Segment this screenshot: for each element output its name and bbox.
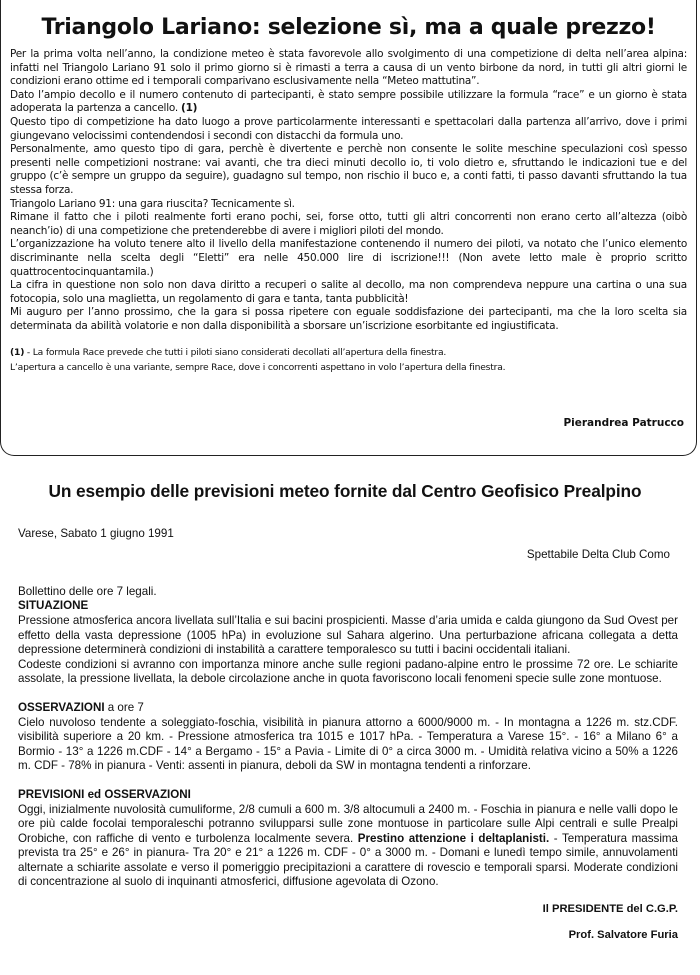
previsioni-paragraph (18, 803, 678, 891)
footnote-text-1: - La formula Race prevede che tutti i piloti siano considerati decollati all’apertura della finestra. (24, 347, 447, 359)
footnotes (10, 345, 687, 375)
footnote-line-2: L’apertura a cancello è una variante, sempre Race, dove i concorrenti aspettano in volo l’apertura della finestra. (10, 362, 506, 374)
previsioni-text-b: - Temperatura massima prevista tra 25° e 26° in pianura- Tra 20° e 21° a 1226 m. CDF - 0° a 3000 m. - Domani e lunedì tempo simile, annuvolamenti alternate a schiarite assolate e verso il pomeriggio precipitazioni a carattere di rovescio e temporali sparsi. Moderate condizioni di concentrazione al suolo di inquinanti atmosferici, diffusione agevolata di Ozono. (18, 831, 678, 889)
situazione-paragraph-2: Codeste condizioni si avranno con importanza minore anche sulle regioni padano-alpine entro le prossime 72 ore. Le schiarite assolate, la pressione livellata, la debole circolazione anche in quota favoriscono locali fenomeni specie sulle zone montuose. (18, 657, 678, 686)
article-paragraph-6: Rimane il fatto che i piloti realmente forti erano pochi, sei, forse otto, tutti gli altri concorrenti non erano certo all’altezza (oibò neanch’io) di una competizione che pretenderebbe di avere i migliori piloti del mondo. (10, 211, 687, 237)
article-author: Pierandrea Patrucco (563, 417, 684, 429)
situazione-paragraph-1: Pressione atmosferica ancora livellata sull’Italia e sui bacini prospicienti. Masse d’aria umida e calda giungono da Sud Ovest per effetto della vasta depressione (1005 hPa) in evoluzione sul Sahara algerino. Una perturbazione africana collegata a detta depressione determinerà condizioni di instabilità a carattere temporalesco su tutti i bacini occidentali italiani. (18, 613, 678, 657)
article-body (10, 48, 687, 333)
osservazioni-heading-label: OSSERVAZIONI (18, 700, 105, 714)
osservazioni-time: a ore 7 (104, 700, 144, 714)
article-title: Triangolo Lariano: selezione sì, ma a quale prezzo! (41, 15, 656, 40)
signature-role: Il PRESIDENTE del C.G.P. (542, 903, 678, 916)
situazione-heading: SITUAZIONE (18, 599, 89, 613)
bulletin-title: Un esempio delle previsioni meteo fornite dal Centro Geofisico Prealpino (48, 481, 642, 501)
article-paragraph-8: La cifra in questione non solo non dava diritto a recuperi o salite al decollo, ma non comprendeva neppure una cartina o una sua fotocopia, solo una maglietta, un regolamento di gara e tanta, tanta pubblicità! (10, 279, 687, 305)
previsioni-text-a: Oggi, inizialmente nuvolosità cumuliforme, 2/8 cumuli a 600 m. 3/8 altocumuli a 2400 m. - Foschia in pianura e nelle valli dopo le ore più calde focolai temporaleschi potranno svilupparsi sulle zone montuose in particolare sulle Alpi centrali e sulle Prealpi Orobiche, con raffiche di vento e turbolenza localmente severa. (18, 802, 678, 845)
weather-bulletin (18, 481, 678, 954)
place-date: Varese, Sabato 1 giugno 1991 (18, 526, 174, 540)
article-paragraph-9: Mi auguro per l’anno prossimo, che la gara si possa ripetere con eguale soddisfazione dei partecipanti, ma che la loro scelta sia determinata da abilità volatorie e non dalla disponibilità a sborsare un’iscrizione esorbitante ed ingiustificata. (10, 306, 687, 332)
article-box (0, 0, 697, 456)
spacer (18, 687, 678, 701)
osservazioni-paragraph: Cielo nuvoloso tendente a soleggiato-foschia, visibilità in pianura attorno a 6000/9000 m. - In montagna a 1226 m. stz.CDF. visibilità superiore a 20 km. - Pressione atmosferica tra 1015 e 1017 hPa. - Temperatura a Varese 15°. - 16° a Milano 6° a Bormio - 13° a 1226 m.CDF - 14° a Bergamo - 15° a Pavia - Limite di 0° a circa 3000 m. - Umidità relativa vicino a 50% a 1226 m. CDF - 78% in pianura - Venti: assenti in pianura, deboli da SW in montagna tendenti a rinforzare. (18, 715, 678, 773)
article-paragraph-5: Triangolo Lariano 91: una gara riuscita? Tecnicamente sì. (10, 197, 295, 210)
footnote-line-1 (10, 345, 687, 360)
spacer (18, 774, 678, 788)
osservazioni-heading (18, 701, 678, 716)
bulletin-intro: Bollettino delle ore 7 legali. (18, 584, 157, 598)
article-paragraph-1: Per la prima volta nell’anno, la condizione meteo è stata favorevole allo svolgimento di una competizione di delta nell’area alpina: infatti nel Triangolo Lariano 91 solo il primo giorno si è rimasti a terra a causa di un vento birbone da nord, in tutti gli altri giorni le condizioni erano ottime ed i temporali comparivano esclusivamente nella “Meteo mattutina”. (10, 48, 687, 88)
article-paragraph-3: Questo tipo di competizione ha dato luogo a prove particolarmente interessanti e spettacolari dalla partenza all’arrivo, dove i primi giungevano velocissimi contendendosi i secondi con distacchi da formula uno. (10, 115, 687, 142)
footnote-marker: (1) (10, 347, 25, 359)
article-paragraph-4: Personalmente, amo questo tipo di gara, perchè è divertente e perchè non consente le solite meschine speculazioni così spesso presenti nelle competizioni nostrane: vai avanti, che tra dieci minuti decollo io, ti volo dietro e, sfruttando le indicazioni tue e del gruppo (c’è sempre un gruppo da seguire), guadagno sul tempo, non rischio il buco e, a conti fatti, ti passo davanti sfruttando la tua stessa forza. (10, 143, 687, 196)
footnote-reference: (1) (181, 102, 198, 115)
article-paragraph-2-text: Dato l’ampio decollo e il numero contenuto di partecipanti, è stato sempre possibile utilizzare la formula “race” e un giorno è stata adoperata la partenza a cancello. (10, 88, 687, 115)
signature-name: Prof. Salvatore Furia (568, 928, 678, 941)
article-paragraph-2 (10, 89, 687, 116)
article-paragraph-7: L’organizzazione ha voluto tenere alto il livello della manifestazione contenendo il numero dei piloti, va notato che l’unico elemento discriminante nella scelta degli “Eletti” era nelle 450.000 lire di iscrizione!!! (Non avete letto male è proprio scritto quattrocentocinquantamila.) (10, 238, 687, 278)
recipient: Spettabile Delta Club Como (526, 548, 670, 562)
previsioni-warning: Prestino attenzione i deltaplanisti. (357, 831, 550, 845)
previsioni-heading: PREVISIONI ed OSSERVAZIONI (18, 787, 191, 801)
